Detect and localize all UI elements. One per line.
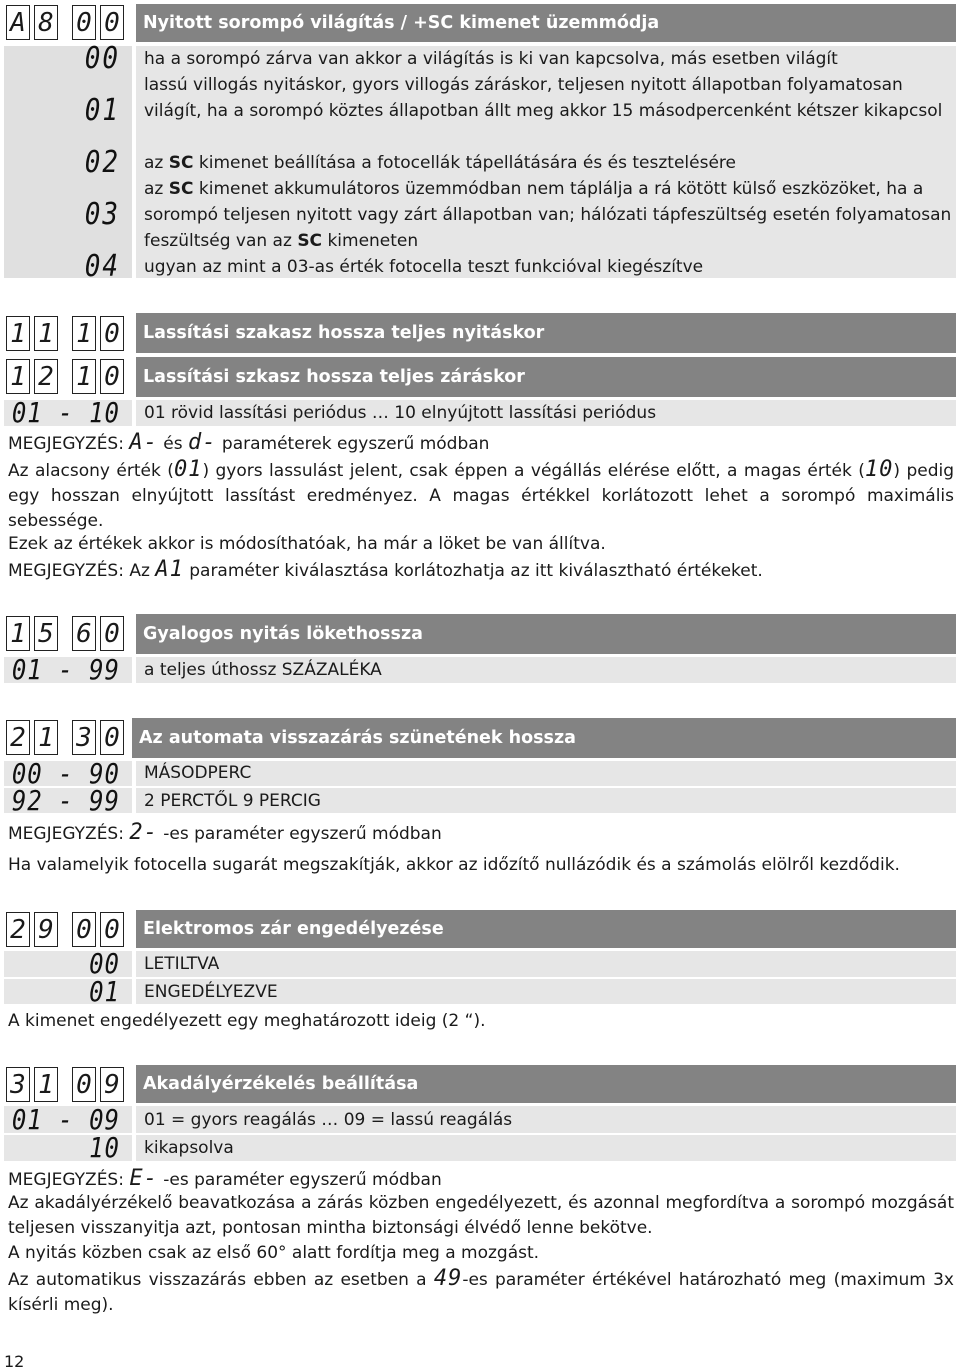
paragraph: Ha valamelyik fotocella sugarát megszakítják, akkor az időzítő nullázódik és a számolás elölről kezdődik. <box>8 855 900 875</box>
section-title: Elektromos zár engedélyezése <box>143 919 444 939</box>
value-code: 01 - 99 <box>11 653 120 687</box>
value-code: 01 - 09 <box>11 1103 120 1136</box>
value-code: 01 <box>89 975 120 1009</box>
section-title: Az automata visszazárás szünetének hossza <box>139 728 576 748</box>
section-header <box>136 4 956 42</box>
param-code-15: 1 5 6 0 <box>6 616 124 651</box>
section-title: Lassítási szakasz hossza teljes nyitáskor <box>143 323 545 343</box>
value-code: 00 - 90 <box>11 757 120 790</box>
value-code: 92 - 99 <box>11 784 120 817</box>
value-description: MÁSODPERC <box>144 763 252 783</box>
section-header <box>136 357 956 397</box>
section-header <box>136 313 956 353</box>
paragraph: A nyitás közben csak az első 60° alatt fordítja meg a mozgást. <box>8 1243 540 1263</box>
param-code-29: 2 9 0 0 <box>6 912 124 947</box>
note-line: MEGJEGYZÉS: A- és d- paraméterek egyszerű módban <box>8 430 490 455</box>
value-code: 00 <box>84 41 120 77</box>
param-code-31: 3 1 0 9 <box>6 1067 124 1102</box>
paragraph: Az akadályérzékelő beavatkozása a zárás közben engedélyezett, és azonnal megfordítva a sorompó mozgását teljesen visszanyitja azt, pontosan mintha biztonsági élvédő lenne bekötve. <box>8 1193 954 1238</box>
param-code-11: 1 1 1 0 <box>6 316 124 351</box>
paragraph: A kimenet engedélyezett egy meghatározott ideig (2 “). <box>8 1011 486 1031</box>
value-description: 01 rövid lassítási periódus … 10 elnyújtott lassítási periódus <box>144 403 657 423</box>
code-digit: 8 <box>34 5 58 40</box>
value-description: kikapsolva <box>144 1138 234 1158</box>
value-description: LETILTVA <box>144 954 220 974</box>
section-title: Gyalogos nyitás lökethossza <box>143 624 423 644</box>
section-title: Akadályérzékelés beállítása <box>143 1074 419 1094</box>
section-title: Lassítási szkasz hossza teljes záráskor <box>143 367 525 387</box>
value-description: ugyan az mint a 03-as érték fotocella teszt funkcióval kiegészítve <box>144 257 704 277</box>
value-description: az SC kimenet beállítása a fotocellák tápellátására és és tesztelésére <box>144 153 736 173</box>
section-header <box>136 1065 956 1103</box>
code-digit: A <box>6 5 30 40</box>
paragraph: Az automatikus visszazárás ebben az esetben a 49-es paraméter értékével határozható meg (maximum 3x kísérli meg). <box>8 1266 954 1315</box>
value-description: 2 PERCTŐL 9 PERCIG <box>144 791 321 811</box>
value-description: a teljes úthossz SZÁZALÉKA <box>144 660 382 680</box>
value-code: 02 <box>84 145 120 181</box>
code-digit: 0 <box>72 5 96 40</box>
section-header <box>132 718 956 758</box>
value-description: 01 = gyors reagálás … 09 = lassú reagálás <box>144 1110 513 1130</box>
value-description: ha a sorompó zárva van akkor a világítás is ki van kapcsolva, más esetben világít <box>144 49 838 69</box>
value-code: 04 <box>84 249 120 285</box>
paragraph: Ezek az értékek akkor is módosíthatóak, ha már a löket be van állítva. <box>8 534 606 554</box>
param-code-12: 1 2 1 0 <box>6 359 124 394</box>
section-header <box>136 614 956 654</box>
value-code: 01 - 10 <box>11 396 120 430</box>
note-line: MEGJEGYZÉS: 2- -es paraméter egyszerű módban <box>8 820 442 845</box>
note-line: MEGJEGYZÉS: Az A1 paraméter kiválasztása korlátozhatja az itt kiválasztható értékeket. <box>8 557 763 582</box>
value-description: az SC kimenet akkumulátoros üzemmódban nem táplálja a rá kötött külső eszközöket, ha a sorompó teljesen nyitott vagy zárt állapotban van; hálózati tápfeszültség esetén folyamatosan feszültség van az SC kimeneten <box>144 179 952 251</box>
param-code-21: 2 1 3 0 <box>6 720 124 755</box>
note-line: MEGJEGYZÉS: E- -es paraméter egyszerű módban <box>8 1166 442 1191</box>
value-description: lassú villogás nyitáskor, gyors villogás záráskor, teljesen nyitott állapotban folyamatosan világít, ha a sorompó köztes állapotban állt meg akkor 15 másodpercenként kétszer kikapcsol <box>144 75 943 121</box>
param-code-a8 <box>6 5 124 40</box>
value-code: 01 <box>84 93 120 129</box>
paragraph: Az alacsony érték (01) gyors lassulást jelent, csak éppen a végállás elérése előtt, a magas érték (10) pedig egy hosszan elnyújtott lassítást eredményez. A magas értékkel korlátozott lehet a sorompó maximális sebessége. <box>8 457 955 531</box>
section-header <box>136 910 956 948</box>
value-code: 03 <box>84 197 120 233</box>
value-description: ENGEDÉLYEZVE <box>144 982 278 1002</box>
value-code: 00 <box>89 947 120 981</box>
page-number: 12 <box>4 1352 25 1371</box>
code-digit: 0 <box>100 5 124 40</box>
value-code: 10 <box>89 1131 120 1165</box>
section-title: Nyitott sorompó világítás / +SC kimenet üzemmódja <box>143 13 660 33</box>
